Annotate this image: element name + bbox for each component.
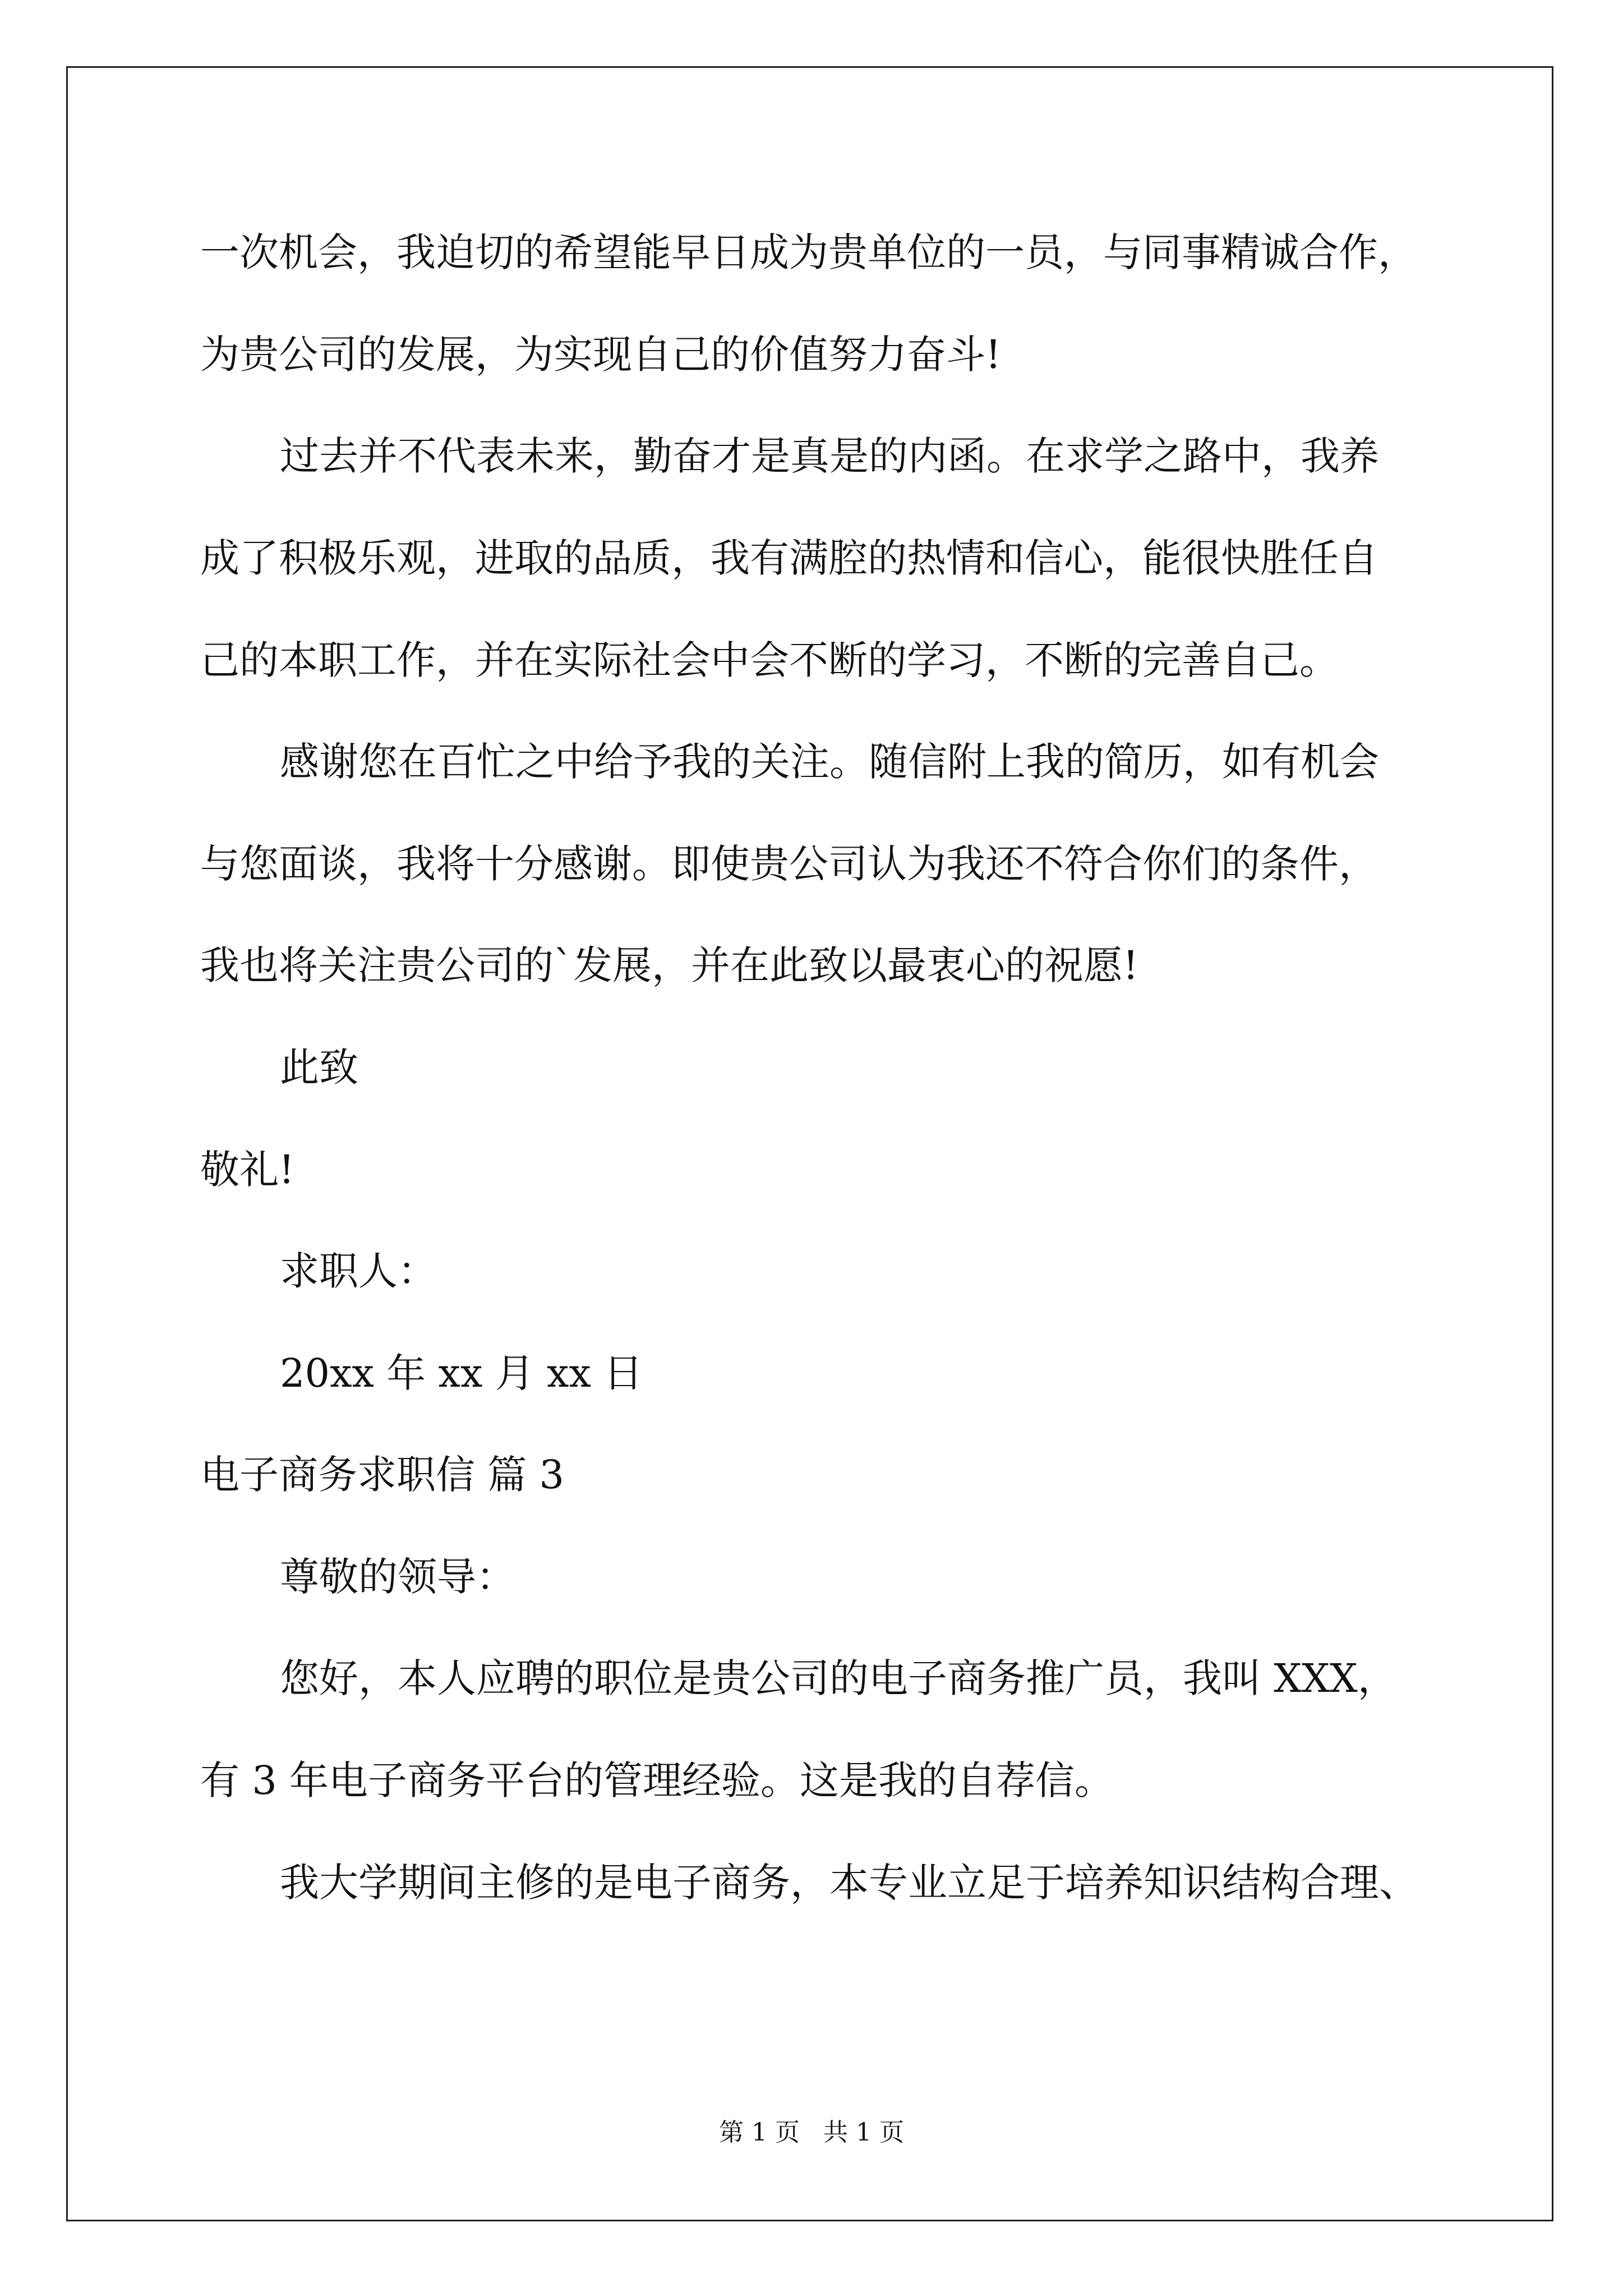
closing-salutation: 此致 xyxy=(280,1045,358,1091)
section-heading: 电子商务求职信 篇 3 xyxy=(200,1452,565,1498)
text-line-5: 己的本职工作，并在实际社会中会不断的学习，不断的完善自己。 xyxy=(200,637,1339,683)
text-line-8: 我也将关注贵公司的`发展，并在此致以最衷心的祝愿! xyxy=(200,942,1139,988)
greeting: 尊敬的领导： xyxy=(280,1554,515,1600)
text-line-3: 过去并不代表未来，勤奋才是真是的内函。在求学之路中，我养 xyxy=(280,433,1379,479)
text-line-16: 有 3 年电子商务平台的管理经验。这是我的自荐信。 xyxy=(200,1757,1114,1803)
text-line-7: 与您面谈，我将十分感谢。即使贵公司认为我还不符合你们的条件， xyxy=(200,841,1378,887)
page-number-current: 第 1 页 xyxy=(719,2118,800,2147)
text-line-15: 您好，本人应聘的职位是贵公司的电子商务推广员，我叫 XXX， xyxy=(280,1655,1397,1701)
text-line-17: 我大学期间主修的是电子商务，本专业立足于培养知识结构合理、 xyxy=(280,1860,1418,1906)
closing-regards: 敬礼! xyxy=(200,1147,295,1193)
page-footer xyxy=(0,2116,1623,2150)
page-number-total: 共 1 页 xyxy=(823,2118,904,2147)
letter-date: 20xx 年 xx 月 xx 日 xyxy=(280,1350,643,1396)
applicant-label: 求职人： xyxy=(280,1248,437,1294)
text-line-2: 为贵公司的发展，为实现自己的价值努力奋斗! xyxy=(200,332,1002,378)
text-line-1: 一次机会，我迫切的希望能早日成为贵单位的一员，与同事精诚合作， xyxy=(200,229,1417,275)
text-line-4: 成了积极乐观，进取的品质，我有满腔的热情和信心，能很快胜任自 xyxy=(200,535,1378,581)
text-line-6: 感谢您在百忙之中给予我的关注。随信附上我的简历，如有机会 xyxy=(280,739,1379,785)
